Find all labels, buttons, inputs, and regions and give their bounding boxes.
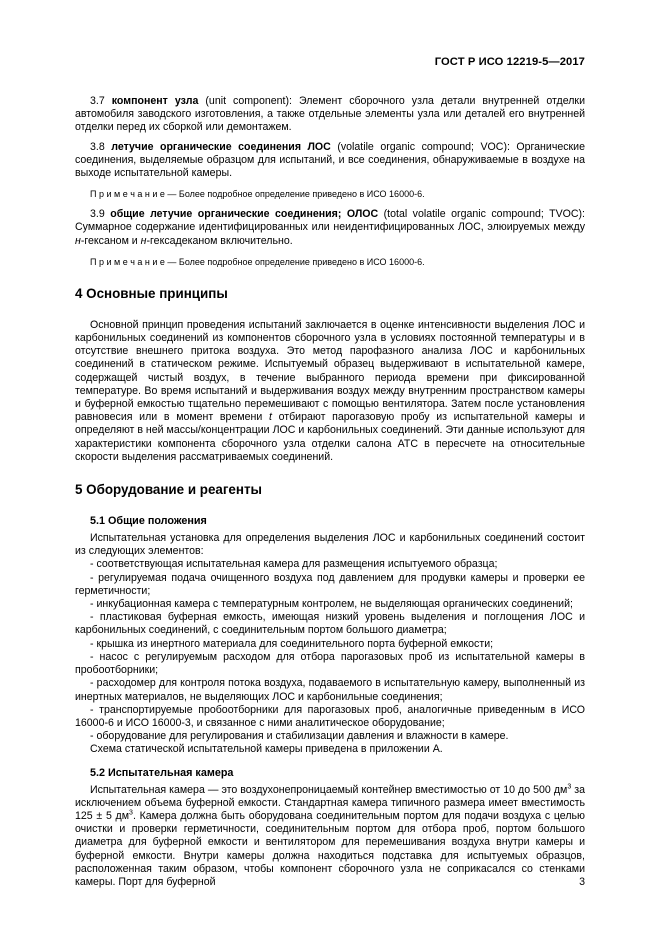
term-name: компонент узла	[111, 95, 199, 107]
note-label: П р и м е ч а н и е	[90, 256, 165, 267]
term-number: 3.9	[90, 208, 105, 221]
paragraph-text: отбирают парогазовую пробу из испытательной камеры и определяют в ней массы/концентрации ЛОС и карбонильных соединений. Эти данные используют для характеристики компонента сборочного узла отделки салона АТС в пересчете на относительные скорости выделения рассматриваемых соединений.	[75, 411, 585, 463]
term-name: летучие органические соединения ЛОС	[111, 140, 331, 153]
superscript: 3	[129, 809, 133, 817]
subsection-5-2-heading: 5.2 Испытательная камера	[90, 766, 234, 779]
note-1	[75, 188, 585, 200]
note-2	[75, 256, 585, 268]
list-item: - насос с регулируемым расходом для отбора парогазовых проб из испытательной камеры в пробоотборники;	[75, 650, 585, 677]
list-item: - регулируемая подача очищенного воздуха под давлением для продувки камеры и проверки ее герметичности;	[75, 571, 585, 597]
document-header-id: ГОСТ Р ИСО 12219-5—2017	[434, 56, 585, 68]
list-item: - инкубационная камера с температурным контролем, не выделяющая органических соединений;	[90, 598, 573, 611]
document-body	[75, 95, 585, 889]
list-item: - расходомер для контроля потока воздуха, подаваемого в испытательную камеру, выполненный из инертных материалов, не выделяющих ЛОС и карбонильные соединения;	[75, 677, 585, 703]
term-definition-part: -гексаном и	[80, 234, 141, 247]
paragraph-text: Испытательная камера — это воздухонепроницаемый контейнер вместимостью от 10 до 500 дм	[90, 783, 568, 796]
term-3-9	[75, 208, 585, 248]
term-definition: (volatile organic compound; VOC): Органические соединения, выделяемые образцом для испытаний, и все соединения, обнаруживаемые в воздухе на выходе испытательной камеры.	[75, 140, 585, 180]
list-item: - пластиковая буферная емкость, имеющая низкий уровень выделения и поглощения ЛОС и карбонильных соединений, с соединительным портом большого диаметра;	[75, 611, 585, 637]
term-definition-part: (total volatile organic compound; TVOC): Суммарное содержание идентифицированных или неидентифицированных ЛОС, элюируемых между	[75, 208, 585, 234]
term-definition-part: -гексадеканом включительно.	[146, 234, 293, 247]
note-label: П р и м е ч а н и е	[90, 189, 165, 200]
paragraph-text: за исключением объема буферной емкости. Стандартная камера типичного размера имеет вместимость 125 ± 5 дм	[75, 783, 585, 822]
paragraph-text: . Камера должна быть оборудована соединительным портом для подачи воздуха с целью очистки и проверки герметичности, соединительным портом для отбора проб, портом большого диаметра для буферной емкости и вентилятором для перемешивания воздуха внутри камеры и буферной емкости. Внутри камеры должна находиться подставка для испытуемых образцов, расположенная таким образом, чтобы компонент сборочного узла не соприкасался со стенками камеры. Порт для буферной	[75, 809, 585, 888]
list-item: - крышка из инертного материала для соединительного порта буферной емкости;	[90, 637, 494, 650]
term-name: общие летучие органические соединения; ОЛОС	[110, 208, 379, 221]
list-item: - соответствующая испытательная камера для размещения испытуемого образца;	[90, 558, 498, 571]
term-definition: (unit component): Элемент сборочного узла детали внутренней отделки автомобиля заводского изготовления, а также отдельные элементы узла или деталей его внутренней отделки перед их сборкой или демонтажем.	[75, 95, 585, 134]
page-number: 3	[579, 876, 585, 888]
italic-prefix: н	[75, 234, 81, 247]
subsection-5-1-intro: Испытательная установка для определения выделения ЛОС и карбонильных соединений состоит из следующих элементов:	[75, 532, 585, 558]
subsection-5-1-closing: Схема статической испытательной камеры приведена в приложении А.	[90, 743, 443, 756]
subsection-5-1-heading: 5.1 Общие положения	[90, 515, 207, 528]
term-3-8	[75, 141, 585, 181]
term-3-7	[75, 95, 585, 135]
italic-prefix: н	[140, 234, 147, 247]
italic-variable: t	[268, 411, 272, 424]
paragraph-text: Основной принцип проведения испытаний заключается в оценке интенсивности выделения ЛОС и карбонильных соединений из компонентов сборочного узла в условиях постоянной температуры и в отсутствие внешнего притока воздуха. Это метод парофазного анализа ЛОС и карбонильных соединений в статическом режиме. Испытуемый образец выдерживают в испытательной камере, содержащей чистый воздух, в течение выбранного периода времени при фиксированной температуре. Во время испытаний и выдерживания воздух между внутренним пространством камеры и буферной емкостью тщательно перемешивают с помощью вентилятора. Затем после установления равновесия или в момент времени	[75, 318, 585, 424]
superscript: 3	[567, 782, 572, 790]
list-item: - оборудование для регулирования и стабилизации давления и влажности в камере.	[90, 730, 509, 743]
list-item: - транспортируемые пробоотборники для парогазовых проб, аналогичные приведенным в ИСО 16000-6 и ИСО 16000-3, и связанное с ними аналитическое оборудование;	[75, 703, 585, 729]
term-number: 3.8	[90, 140, 105, 153]
section-4-heading: 4 Основные принципы	[75, 285, 228, 301]
subsection-5-2-paragraph	[75, 784, 585, 890]
section-4-paragraph	[75, 319, 585, 464]
note-text: — Более подробное определение приведено в ИСО 16000-6.	[164, 189, 425, 200]
term-number: 3.7	[90, 95, 105, 107]
section-5-heading: 5 Оборудование и реагенты	[75, 482, 262, 498]
note-text: — Более подробное определение приведено в ИСО 16000-6.	[164, 256, 425, 267]
